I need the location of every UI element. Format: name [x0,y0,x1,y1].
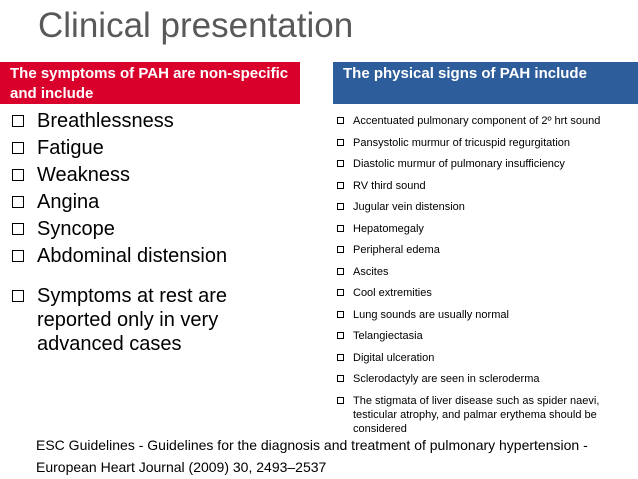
checkbox-bullet-icon [337,117,344,124]
list-item [12,190,312,214]
list-item [337,308,617,322]
sign-text: Hepatomegaly [353,222,424,235]
sign-text: Sclerodactyly are seen in scleroderma [353,373,540,385]
symptom-text: Abdominal distension [37,245,228,267]
sign-text: Jugular vein distension [353,201,465,213]
symptom-text: Syncope [37,218,115,240]
checkbox-bullet-icon [337,139,344,146]
signs-header: The physical signs of PAH include [333,62,630,104]
sign-text: The stigmata of liver disease such as spider naevi, testicular atrophy, and palmar erythema should be considered [353,394,600,435]
checkbox-bullet-icon [337,268,344,275]
list-item [12,163,312,187]
citation-footer: ESC Guidelines - Guidelines for the diagnosis and treatment of pulmonary hypertension - European Heart Journal (2009) 30, 2493–2537 [36,437,588,475]
checkbox-bullet-icon [337,160,344,167]
sign-text: RV third sound [353,179,426,192]
checkbox-bullet-icon [337,311,344,318]
list-item [337,136,617,150]
sign-text: Diastolic murmur of pulmonary insufficiency [353,158,565,170]
sign-text: Cool extremities [353,287,432,299]
checkbox-bullet-icon [337,225,344,232]
checkbox-bullet-icon [337,332,344,339]
sign-text: Pansystolic murmur of tricuspid regurgitation [353,136,571,149]
symptom-text: Weakness [37,164,131,186]
sign-text: Ascites [353,265,389,278]
checkbox-bullet-icon [12,196,24,208]
checkbox-bullet-icon [12,290,24,302]
sign-text: Lung sounds are usually normal [353,308,509,321]
slide-title: Clinical presentation [38,6,354,45]
sign-text: Telangiectasia [353,330,423,342]
checkbox-bullet-icon [337,375,344,382]
list-item [337,114,617,128]
symptom-text: Symptoms at rest are reported only in very advanced cases [37,285,228,355]
list-item [337,372,617,386]
checkbox-bullet-icon [12,223,24,235]
checkbox-bullet-icon [12,115,24,127]
symptom-text: Fatigue [37,137,104,159]
list-item [337,222,617,236]
list-item [337,265,617,279]
list-item [337,286,617,300]
list-item [337,329,617,343]
list-item [12,109,312,133]
list-item [337,157,617,171]
checkbox-bullet-icon [337,182,344,189]
list-item [12,244,312,268]
list-item [337,394,617,436]
sign-text: Accentuated pulmonary component of 2º hrt sound [353,115,601,127]
checkbox-bullet-icon [337,397,344,404]
symptoms-header: The symptoms of PAH are non-specific and include [0,62,300,104]
list-item [337,351,617,365]
checkbox-bullet-icon [12,169,24,181]
checkbox-bullet-icon [337,246,344,253]
checkbox-bullet-icon [337,289,344,296]
symptoms-list [12,109,312,359]
signs-header-tab [630,62,638,104]
sign-text: Peripheral edema [353,244,440,256]
symptom-text: Angina [37,191,100,213]
list-item [12,217,312,241]
checkbox-bullet-icon [12,142,24,154]
list-item [337,179,617,193]
signs-list [337,114,617,443]
checkbox-bullet-icon [337,354,344,361]
list-item [337,243,617,257]
sign-text: Digital ulceration [353,351,435,364]
list-item [337,200,617,214]
checkbox-bullet-icon [12,250,24,262]
checkbox-bullet-icon [337,203,344,210]
symptom-text: Breathlessness [37,110,174,132]
list-item [12,136,312,160]
list-item [12,284,312,356]
